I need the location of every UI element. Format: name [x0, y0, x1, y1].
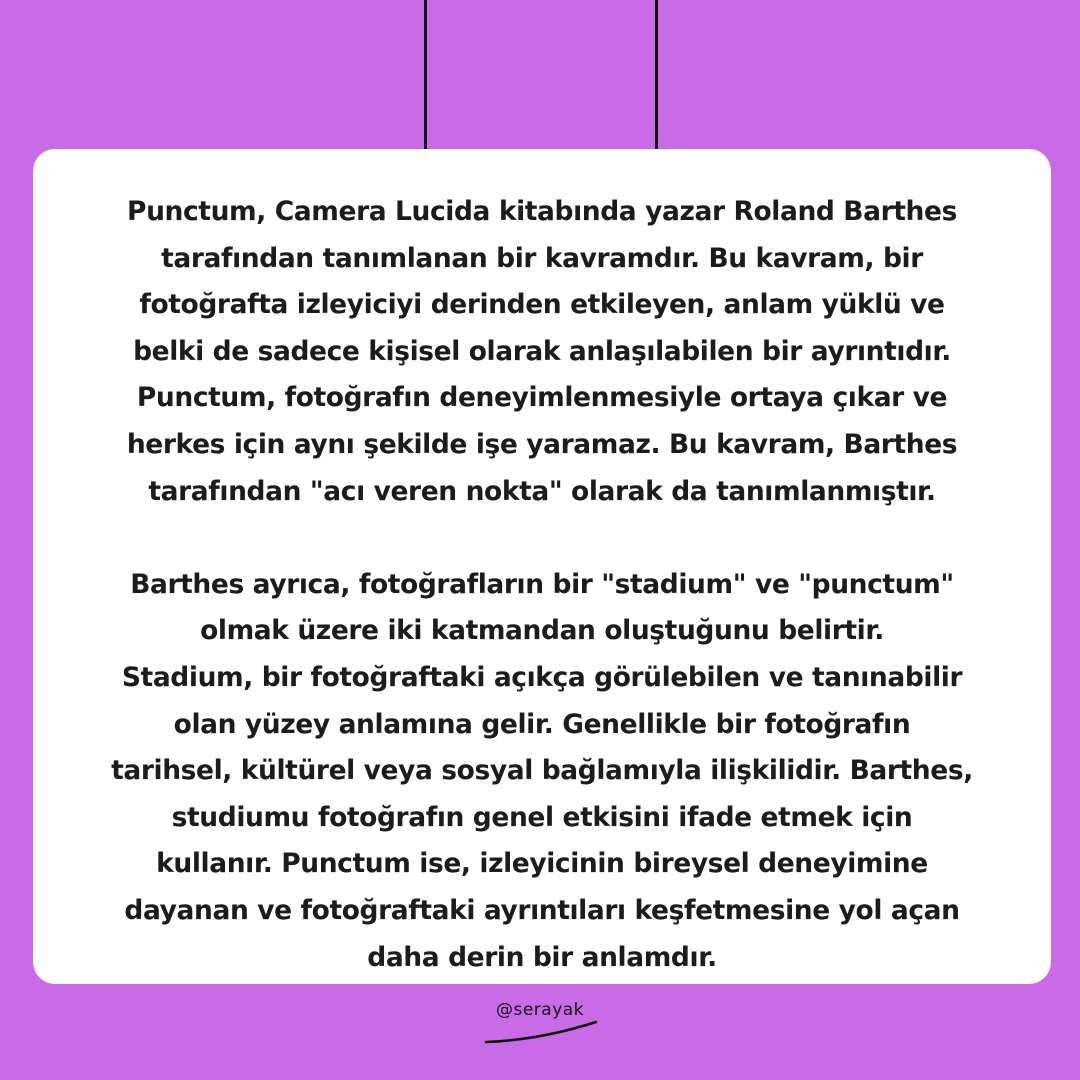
hanging-string-right: [655, 0, 658, 150]
text-line: Stadium, bir fotoğraftaki açıkça görülebilen ve tanınabilir: [121, 661, 963, 693]
text-line: herkes için aynı şekilde işe yaramaz. Bu kavram, Barthes: [126, 428, 958, 460]
paragraph-punctum: [63, 189, 1021, 515]
text-line: Punctum, fotoğrafın deneyimlenmesiyle ortaya çıkar ve: [136, 382, 948, 414]
text-line: studiumu fotoğrafın genel etkisini ifade etmek için: [171, 801, 913, 833]
author-signature: [470, 992, 610, 1052]
paragraph-stadium: [63, 562, 1021, 981]
text-line: Barthes ayrıca, fotoğrafların bir "stadium" ve "punctum": [130, 568, 954, 600]
text-line: dayanan ve fotoğraftaki ayrıntıları keşfetmesine yol açan: [124, 894, 960, 926]
text-line: fotoğrafta izleyiciyi derinden etkileyen, anlam yüklü ve: [139, 289, 945, 321]
text-line: olan yüzey anlamına gelir. Genellikle bir fotoğrafın: [173, 708, 911, 740]
text-line: Punctum, Camera Lucida kitabında yazar Roland Barthes: [127, 196, 957, 227]
text-line: tarihsel, kültürel veya sosyal bağlamıyla ilişkilidir. Barthes,: [111, 755, 973, 787]
signature-handle: @serayak: [495, 1000, 585, 1020]
text-line: kullanır. Punctum ise, izleyicinin bireysel deneyimine: [156, 848, 928, 880]
text-card: [33, 149, 1051, 984]
signature-swoosh-icon: [470, 992, 610, 1052]
text-line: tarafından "acı veren nokta" olarak da tanımlanmıştır.: [148, 475, 936, 507]
hanging-string-left: [424, 0, 427, 150]
text-line: olmak üzere iki katmandan oluştuğunu belirtir.: [200, 615, 884, 647]
text-line: belki de sadece kişisel olarak anlaşılabilen bir ayrıntıdır.: [133, 335, 951, 367]
text-line: tarafından tanımlanan bir kavramdır. Bu kavram, bir: [161, 242, 923, 274]
text-line: daha derin bir anlamdır.: [367, 941, 717, 973]
